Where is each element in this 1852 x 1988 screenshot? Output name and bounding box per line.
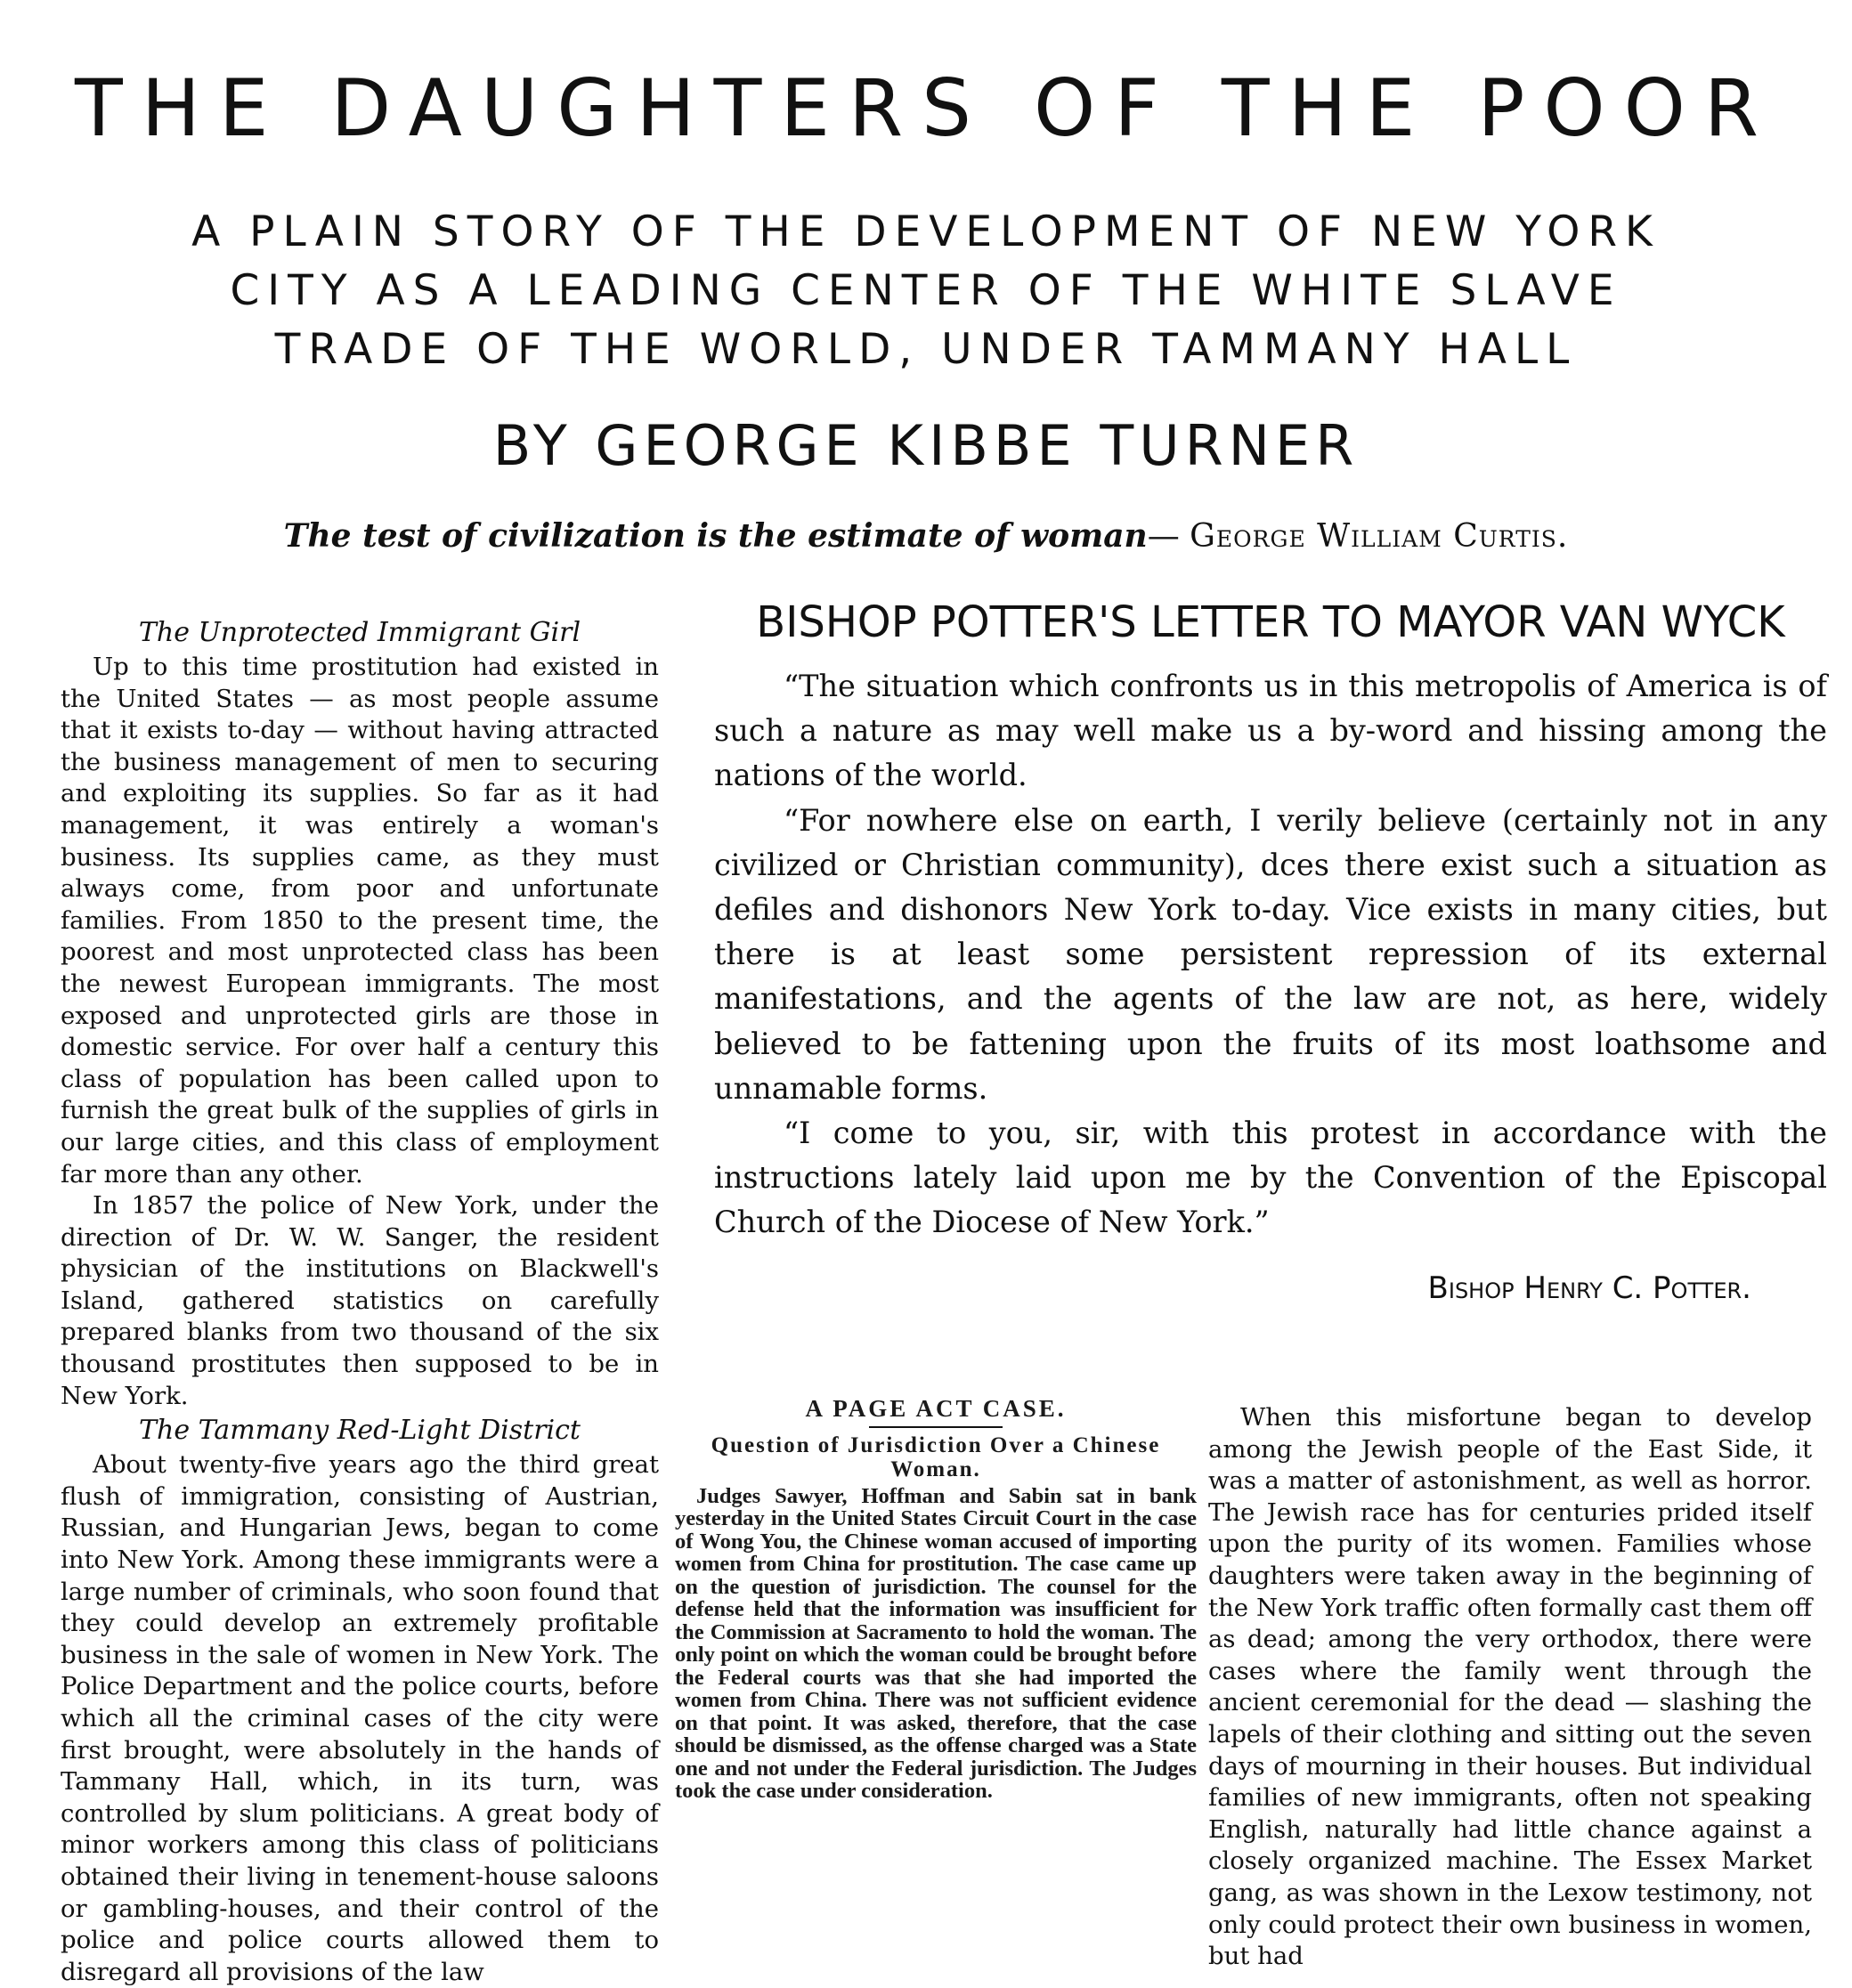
- left-column: [61, 614, 659, 1988]
- subtitle-line: TRADE OF THE WORLD, UNDER TAMMANY HALL: [274, 325, 1578, 374]
- letter-body: [714, 664, 1827, 1246]
- subtitle-line: CITY AS A LEADING CENTER OF THE WHITE SLAVE: [230, 266, 1622, 315]
- author-byline: BY GEORGE KIBBE TURNER: [492, 413, 1360, 478]
- right-column: [1208, 1402, 1812, 1973]
- epigraph: [0, 517, 1852, 555]
- clipping-headline: A PAGE ACT CASE.: [805, 1395, 1067, 1422]
- epigraph-attribution: George William Curtis.: [1190, 518, 1569, 555]
- bishop-letter-box: [714, 596, 1827, 1306]
- epigraph-quote: The test of civilization is the estimate of woman: [283, 517, 1148, 555]
- body-paragraph: About twenty-five years ago the third great flush of immigration, consisting of Austrian, Russian, and Hungarian Jews, began to come into New York. Among these immigrants were a large number of criminals, who soon found that they could develop an extremely profitable business in the sale of women in New York. The Police Department and the police courts, before which all the criminal cases of the city were first brought, were absolutely in the hands of Tammany Hall, which, in its turn, was controlled by slum politicians. A great body of minor workers among this class of politicians obtained their living in tenement-house saloons or gambling-houses, and their control of the police and police courts allowed them to disregard all provisions of the law: [61, 1450, 659, 1986]
- body-paragraph: In 1857 the police of New York, under the direction of Dr. W. W. Sanger, the resident physician of the institutions on Blackwell's Island, gathered statistics on carefully prepared blanks from two thousand of the six thousand prostitutes then supposed to be in New York.: [61, 1191, 659, 1410]
- letter-paragraph: “The situation which confronts us in this metropolis of America is of such a nature as may well make us a by-word and hissing among the nations of the world.: [714, 669, 1827, 793]
- article-title: THE DAUGHTERS OF THE POOR: [74, 62, 1778, 154]
- subtitle-line: A PLAIN STORY OF THE DEVELOPMENT OF NEW YORK: [191, 207, 1661, 256]
- epigraph-dash: —: [1147, 518, 1180, 555]
- body-paragraph: When this misfortune began to develop among the Jewish people of the East Side, it was a matter of astonishment, as well as horror. The Jewish race has for centuries prided itself upon the purity of its women. Families whose daughters were taken away in the beginning of the New York traffic often formally cast them off as dead; among the very orthodox, there were cases where the family went through the ancient ceremonial for the dead — slashing the lapels of their clothing and sitting out the seven days of mourning in their houses. But individual families of new immigrants, often not speaking English, naturally had little chance against a closely organized machine. The Essex Market gang, as was shown in the Lexow testimony, not only could protect their own business in women, but had: [1208, 1403, 1812, 1971]
- letter-heading: BISHOP POTTER'S LETTER TO MAYOR VAN WYCK: [756, 597, 1785, 647]
- article-subtitle: [53, 203, 1799, 379]
- newspaper-clipping: [675, 1395, 1197, 1803]
- letter-signature: Bishop Henry C. Potter.: [1427, 1270, 1751, 1306]
- letter-paragraph: “For nowhere else on earth, I verily believe (certainly not in any civilized or Christian community), dces there exist such a situation as defiles and dishonors New York to-day. Vice exists in many cities, but there is at least some persistent repression of its external manifestations, and the agents of the law are not, as here, widely believed to be fattening upon the fruits of its most loathsome and unnamable forms.: [714, 802, 1827, 1106]
- section-heading: The Unprotected Immigrant Girl: [138, 617, 581, 648]
- body-paragraph: Up to this time prostitution had existed in the United States — as most people assume that it exists to-day — without having attracted the business management of men to securing and exploiting its supplies. So far as it had management, it was entirely a woman's business. Its supplies came, as they must always come, from poor and unfortunate families. From 1850 to the present time, the poorest and most unprotected class has been the newest European immigrants. The most exposed and unprotected girls are those in domestic service. For over half a century this class of population has been called upon to furnish the great bulk of the supplies of girls in our large cities, and this class of employment far more than any other.: [61, 653, 659, 1189]
- clipping-rule: [869, 1426, 1003, 1428]
- letter-paragraph: “I come to you, sir, with this protest in accordance with the instructions lately laid upon me by the Convention of the Episcopal Church of the Diocese of New York.”: [714, 1116, 1827, 1240]
- section-heading: The Tammany Red-Light District: [139, 1415, 581, 1447]
- clipping-body: Judges Sawyer, Hoffman and Sabin sat in bank yesterday in the United States Circuit Court in the case of Wong You, the Chinese woman accused of importing women from China for prostitution. The case came up on the question of jurisdiction. The counsel for the defense held that the information was insufficient for the Commission at Sacramento to hold the woman. The only point on which the woman could be brought before the Federal courts was that she had imported the women from China. There was not sufficient evidence on that point. It was asked, therefore, that the case should be dismissed, as the offense charged was a State one and not under the Federal jurisdiction. The Judges took the case under consideration.: [675, 1483, 1197, 1803]
- clipping-subhead: Question of Jurisdiction Over a Chinese Woman.: [711, 1432, 1161, 1481]
